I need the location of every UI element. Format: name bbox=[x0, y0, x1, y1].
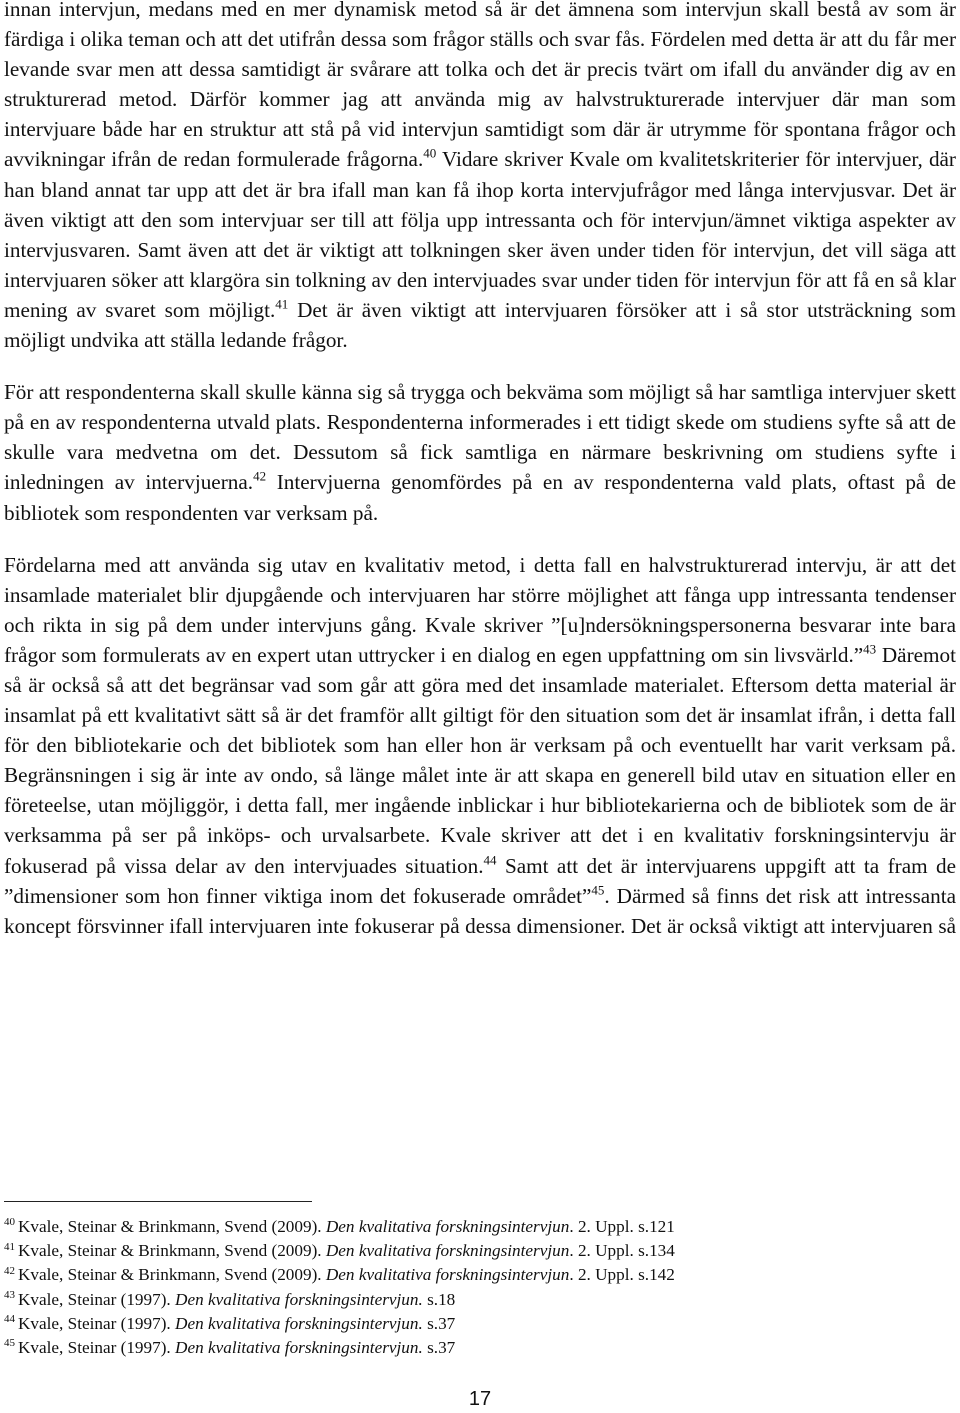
footnote bbox=[4, 1312, 954, 1336]
paragraph-text: Samt att det är intervjuarens uppgift att ta fram de ”dimensioner som hon finner viktiga inom det fokuserade området” bbox=[4, 853, 956, 908]
footnote-details: s.18 bbox=[422, 1289, 456, 1309]
paragraph bbox=[4, 550, 956, 941]
footnote-title: Den kvalitativa forskningsintervjun bbox=[325, 1265, 570, 1285]
footnote-title: Den kvalitativa forskningsintervjun. bbox=[175, 1313, 423, 1333]
footnote-number: 45 bbox=[4, 1337, 15, 1350]
footnote-title: Den kvalitativa forskningsintervjun. bbox=[175, 1338, 423, 1358]
footnote-details: . 2. Uppl. s.142 bbox=[569, 1265, 675, 1285]
footnote-reference: 41 bbox=[275, 296, 289, 312]
footnote-details: s.37 bbox=[422, 1338, 456, 1358]
footnote-number: 40 bbox=[4, 1216, 15, 1229]
footnote-author: Kvale, Steinar (1997). bbox=[18, 1313, 171, 1333]
paragraph-text: Det är även viktigt att intervjuaren försöker att i så stor utsträckning som möjligt undvika att ställa ledande frågor. bbox=[4, 297, 956, 353]
footnote-reference: 43 bbox=[863, 641, 877, 657]
paragraph-text: Vidare skriver Kvale om kvalitetskriterier för intervjuer, där han bland annat tar upp att det är bra ifall man kan få ihop korta intervjufrågor med långa intervjusvar. Det är även viktigt att den som intervjuar ser till att följa upp intressanta och för intervjun/ämnet viktiga aspekter av intervjusvaren. Samt även att det är viktigt att tolkningen sker även under tiden för intervjun, det vill säga att intervjuaren söker att klargöra sin tolkning av den intervjuades svar under tiden för intervjun för att få en så klar mening av svaret som möjligt. bbox=[4, 147, 956, 322]
paragraph-text: . Därmed så finns det risk att intressanta koncept försvinner ifall intervjuaren inte fokuserar på dessa dimensioner. Det är också viktigt att intervjuaren så bbox=[4, 883, 956, 938]
footnote bbox=[4, 1336, 954, 1360]
footnote-title: Den kvalitativa forskningsintervjun. bbox=[175, 1289, 423, 1309]
footnote-number: 44 bbox=[4, 1313, 15, 1326]
footnote-reference: 45 bbox=[591, 882, 605, 898]
footnote bbox=[4, 1288, 954, 1312]
footnote-number: 42 bbox=[4, 1264, 15, 1277]
paragraph-text: Däremot så är också så att det begränsar vad som går att göra med det insamlade materialet. Eftersom detta material är insamlat på ett kvalitativt sätt så är det framför allt giltigt för den situation som det är insamlat ifrån, i detta fall för den bibliotekarie och det bibliotek som han eller hon är verksam på och eventuellt har varit verksam på. Begränsningen i sig är inte av ondo, så länge målet inte är att skapa en generell bild utav en situation eller en företeelse, utan möjliggör, i detta fall, mer ingående inblickar i hur bibliotekarierna och de bibliotek som de är verksamma på ser på inköps- och urvalsarbete. Kvale skriver att det i en kvalitativ forskningsintervju är fokuserad på vissa delar av den intervjuades situation. bbox=[4, 642, 956, 878]
footnote-title: Den kvalitativa forskningsintervjun bbox=[325, 1241, 570, 1261]
footnote-reference: 40 bbox=[423, 146, 437, 162]
footnote-title: Den kvalitativa forskningsintervjun bbox=[325, 1217, 570, 1236]
body-text bbox=[4, 0, 956, 963]
footnote-separator bbox=[4, 1201, 312, 1202]
footnote-number: 41 bbox=[4, 1240, 15, 1253]
footnote bbox=[4, 1215, 954, 1239]
footnote-details: s.37 bbox=[422, 1313, 456, 1333]
footnotes bbox=[4, 1215, 954, 1360]
paragraph-text: innan intervjun, medans med en mer dynamisk metod så är det ämnena som intervjun skall bestå av som är färdiga i olika teman och att det utifrån dessa som frågor ställs och svar fås. Fördelen med detta är att du får mer levande svar men att dessa samtidigt är svårare att tolka och det är precis tvärt om ifall du använder dig av en strukturerad metod. Därför kommer jag att använda mig av halvstrukturerade intervjuer där man som intervjuare både har en struktur att stå på vid intervjun samtidigt som där är utrymme för spontana frågor och avvikningar ifrån de redan formulerade frågorna. bbox=[4, 0, 956, 172]
paragraph-text: För att respondenterna skall skulle känna sig så trygga och bekväma som möjligt så har samtliga intervjuer skett på en av respondenterna utvald plats. Respondenterna informerades i ett tidigt skede om studiens syfte så att de skulle vara medvetna om det. Dessutom så fick samtliga en närmare beskrivning om studiens syfte i inledningen av intervjuerna. bbox=[4, 380, 956, 495]
footnote-author: Kvale, Steinar & Brinkmann, Svend (2009). bbox=[18, 1217, 322, 1236]
paragraph-text: Intervjuerna genomfördes på en av respondenterna vald plats, oftast på de bibliotek som respondenten var verksam på. bbox=[4, 470, 956, 525]
footnote-details: . 2. Uppl. s.121 bbox=[569, 1217, 675, 1236]
footnote-number: 43 bbox=[4, 1289, 15, 1302]
footnote-author: Kvale, Steinar (1997). bbox=[18, 1289, 171, 1309]
footnote bbox=[4, 1263, 954, 1287]
footnote-reference: 44 bbox=[483, 852, 497, 868]
footnote-author: Kvale, Steinar (1997). bbox=[18, 1338, 171, 1358]
paragraph-text: Fördelarna med att använda sig utav en kvalitativ metod, i detta fall en halvstrukturerad intervju, är att det insamlade materialet blir djupgående och intervjuaren har större möjlighet att fånga upp intressanta tendenser och rikta in sig på dem under intervjuns gång. Kvale skriver ”[u]ndersökningspersonerna besvarar inte bara frågor som formulerats av en expert utan uttrycker i en dialog en egen uppfattning om sin livsvärld.” bbox=[4, 552, 956, 667]
footnote-author: Kvale, Steinar & Brinkmann, Svend (2009). bbox=[18, 1265, 322, 1285]
footnote-author: Kvale, Steinar & Brinkmann, Svend (2009). bbox=[18, 1241, 322, 1261]
footnote-details: . 2. Uppl. s.134 bbox=[569, 1241, 675, 1261]
footnote bbox=[4, 1239, 954, 1263]
paragraph bbox=[4, 0, 956, 355]
footnote-reference: 42 bbox=[253, 468, 267, 484]
page-number: 17 bbox=[468, 1388, 492, 1410]
paragraph bbox=[4, 377, 956, 527]
